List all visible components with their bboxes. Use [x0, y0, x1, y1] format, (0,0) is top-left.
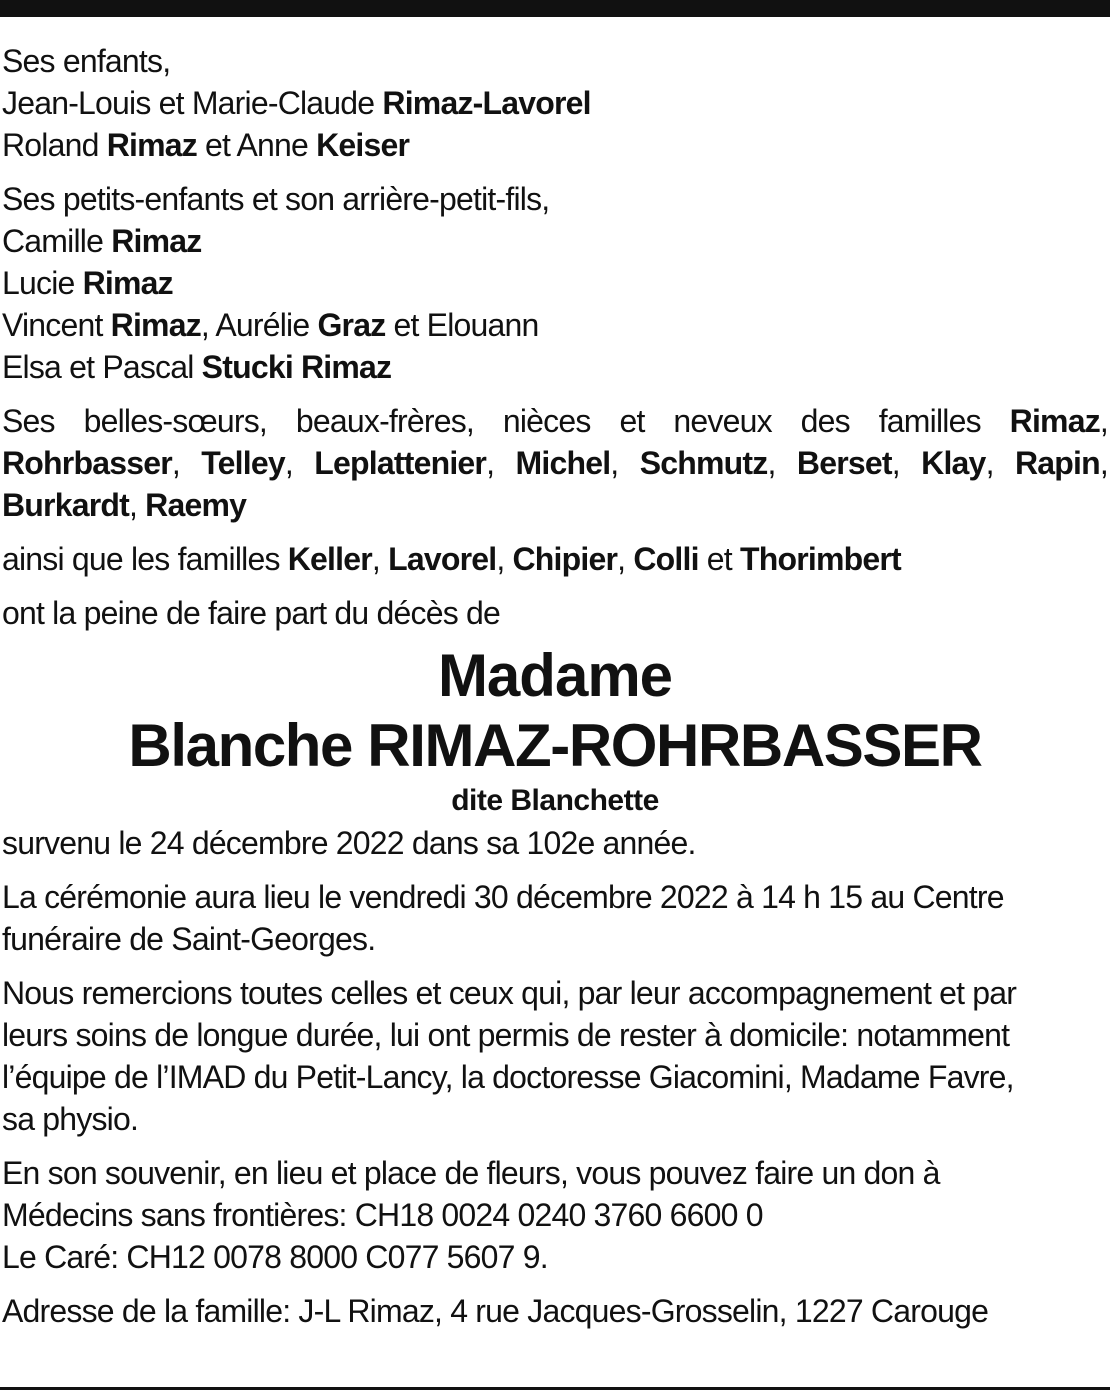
deceased-nickname: dite Blanchette	[451, 784, 659, 817]
obituary-notice	[2, 40, 1108, 1332]
donation-info: En son souvenir, en lieu et place de fleurs, vous pouvez faire un don à Médecins sans frontières: CH18 0024 0240 3760 6600 0 Le Caré: CH12 0078 8000 C077 5607 9.	[2, 1152, 1108, 1278]
surname: Rimaz	[106, 127, 197, 163]
bottom-rule	[0, 1387, 1110, 1390]
surname: Stucki Rimaz	[201, 349, 392, 385]
grandchild-line: Elsa et Pascal Stucki Rimaz	[2, 349, 392, 385]
grandchildren-block	[2, 178, 1108, 388]
top-rule	[0, 0, 1110, 17]
grandchildren-intro: Ses petits-enfants et son arrière-petit-fils,	[2, 181, 550, 217]
inlaws-line-2: Rohrbasser, Telley, Leplattenier, Michel, Schmutz, Berset, Klay, Rapin,	[2, 445, 1108, 481]
thanks-paragraph: Nous remercions toutes celles et ceux qui, par leur accompagnement et par leurs soins de longue durée, lui ont permis de rester à domicile: notamment l’équipe de l’IMAD du Petit-Lancy, la doctoresse Giacomini, Madame Favre, sa physio.	[2, 975, 1017, 1137]
deceased-name: Blanche RIMAZ-ROHRBASSER	[128, 712, 982, 779]
children-intro: Ses enfants,	[2, 43, 171, 79]
ceremony-info: La cérémonie aura lieu le vendredi 30 décembre 2022 à 14 h 15 au Centre funéraire de Saint-Georges.	[2, 879, 1004, 957]
announcement: ont la peine de faire part du décès de	[2, 595, 500, 631]
deceased-heading	[2, 642, 1108, 817]
inlaws-block	[2, 400, 1108, 526]
children-line-1: Jean-Louis et Marie-Claude Rimaz-Lavorel	[2, 85, 591, 121]
surname: Rimaz	[82, 265, 173, 301]
family-address: Adresse de la famille: J-L Rimaz, 4 rue Jacques-Grosselin, 1227 Carouge	[2, 1293, 989, 1329]
surname: Rimaz	[111, 223, 202, 259]
surname: Rimaz-Lavorel	[382, 85, 591, 121]
children-block	[2, 40, 1108, 166]
surname: Keiser	[316, 127, 410, 163]
others-block: ainsi que les familles Keller, Lavorel, Chipier, Colli et Thorimbert	[2, 541, 901, 577]
grandchild-line: Vincent Rimaz, Aurélie Graz et Elouann	[2, 307, 539, 343]
children-line-2: Roland Rimaz et Anne Keiser	[2, 127, 410, 163]
donation-msf: Médecins sans frontières: CH18 0024 0240 3760 6600 0	[2, 1197, 763, 1233]
donation-care: Le Caré: CH12 0078 8000 C077 5607 9.	[2, 1239, 548, 1275]
deceased-title: Madame	[437, 642, 673, 709]
surname: Rimaz	[110, 307, 201, 343]
death-date: survenu le 24 décembre 2022 dans sa 102e année.	[2, 825, 696, 861]
surname: Graz	[317, 307, 386, 343]
inlaws-line-3: Burkardt, Raemy	[2, 487, 247, 523]
grandchild-line: Camille Rimaz	[2, 223, 202, 259]
inlaws-line-1: Ses belles-sœurs, beaux-frères, nièces et neveux des familles Rimaz,	[2, 403, 1108, 439]
grandchild-line: Lucie Rimaz	[2, 265, 173, 301]
